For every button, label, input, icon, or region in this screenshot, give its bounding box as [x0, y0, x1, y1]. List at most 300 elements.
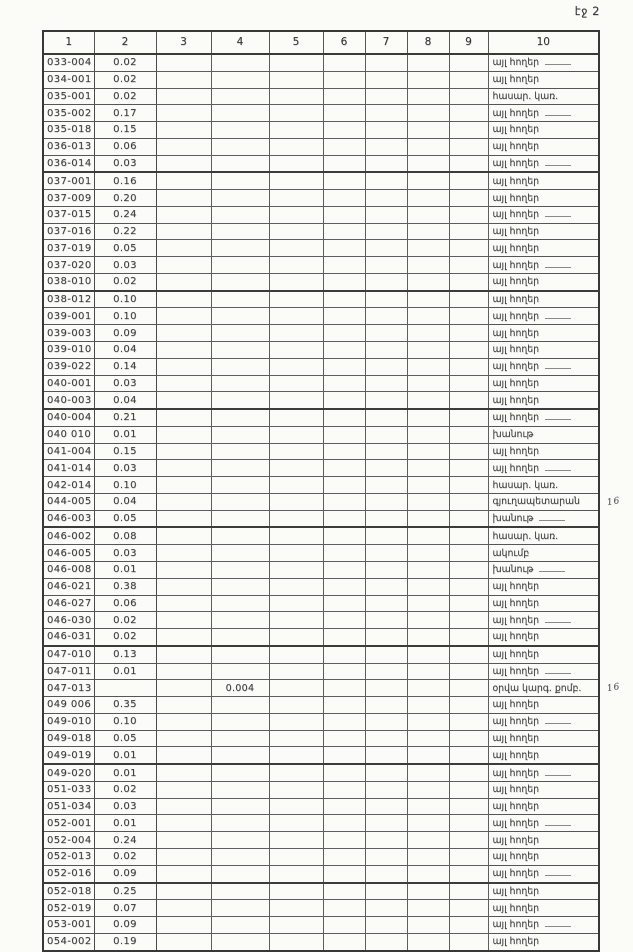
cell-parcel-code: 049-010 [43, 713, 94, 730]
cell-col6 [323, 190, 365, 207]
table-row [43, 747, 599, 764]
cell-area-value: 0.02 [94, 54, 156, 71]
cell-col7 [365, 798, 407, 815]
cell-landuse-text: օրվա կարգ. քոմբ. [492, 682, 582, 694]
cell-col9 [449, 545, 488, 562]
cell-landuse [488, 510, 599, 527]
cell-parcel-code: 047-013 [43, 680, 94, 697]
cell-parcel-code: 037-016 [43, 223, 94, 240]
cell-col6 [323, 325, 365, 342]
cell-landuse [488, 629, 599, 646]
cell-area-value: 0.01 [94, 426, 156, 443]
cell-col6 [323, 477, 365, 494]
cell-col7 [365, 206, 407, 223]
cell-col4 [211, 561, 269, 578]
cell-parcel-code: 040-001 [43, 375, 94, 392]
cell-area-value: 0.04 [94, 342, 156, 359]
cell-parcel-code: 035-002 [43, 105, 94, 122]
cell-parcel-code: 047-010 [43, 646, 94, 663]
cell-landuse [488, 713, 599, 730]
cell-col7 [365, 460, 407, 477]
cell-col4 [211, 781, 269, 798]
cell-col4 [211, 105, 269, 122]
cell-col9 [449, 730, 488, 747]
cell-col7 [365, 54, 407, 71]
cell-col5 [269, 629, 323, 646]
cell-col4 [211, 325, 269, 342]
cell-landuse [488, 88, 599, 105]
cell-col3 [156, 206, 211, 223]
table-row [43, 308, 599, 325]
cell-landuse-text: այլ հողեր [492, 885, 540, 897]
cell-area-value: 0.19 [94, 933, 156, 950]
cell-col3 [156, 663, 211, 680]
cell-parcel-code: 040 010 [43, 426, 94, 443]
cell-area-value: 0.05 [94, 510, 156, 527]
cell-area-value: 0.04 [94, 493, 156, 510]
cell-col9 [449, 172, 488, 189]
cell-landuse-text: այլ հողեր [492, 834, 540, 846]
cell-col4 [211, 71, 269, 88]
cell-col5 [269, 358, 323, 375]
cell-col3 [156, 54, 211, 71]
cell-landuse-text: այլ հողեր [493, 818, 572, 829]
cell-col7 [365, 680, 407, 697]
cell-col5 [269, 477, 323, 494]
cell-col8 [407, 122, 449, 139]
cell-col5 [269, 545, 323, 562]
cell-area-value: 0.03 [94, 798, 156, 815]
cell-col9 [449, 848, 488, 865]
cell-col3 [156, 917, 211, 934]
cell-col6 [323, 578, 365, 595]
column-header: 5 [269, 31, 323, 54]
cell-col3 [156, 426, 211, 443]
cell-landuse [488, 815, 599, 832]
cell-col5 [269, 832, 323, 849]
cell-parcel-code: 046-003 [43, 510, 94, 527]
cell-col8 [407, 713, 449, 730]
cell-col9 [449, 273, 488, 290]
cell-col6 [323, 917, 365, 934]
cell-area-value: 0.14 [94, 358, 156, 375]
cell-parcel-code: 052-018 [43, 883, 94, 900]
cell-col4 [211, 460, 269, 477]
cell-col9 [449, 308, 488, 325]
cell-col8 [407, 443, 449, 460]
table-row [43, 172, 599, 189]
column-header: 2 [94, 31, 156, 54]
cell-col9 [449, 764, 488, 781]
cell-area-value: 0.06 [94, 595, 156, 612]
cell-col5 [269, 392, 323, 409]
cell-col3 [156, 291, 211, 308]
cell-col6 [323, 933, 365, 950]
cell-parcel-code: 052-013 [43, 848, 94, 865]
cell-col4 [211, 443, 269, 460]
cell-area-value: 0.02 [94, 629, 156, 646]
table-row [43, 612, 599, 629]
table-row [43, 883, 599, 900]
cell-col8 [407, 155, 449, 172]
cell-col4 [211, 257, 269, 274]
table-row [43, 54, 599, 71]
cell-col6 [323, 155, 365, 172]
cell-col6 [323, 426, 365, 443]
cell-area-value: 0.25 [94, 883, 156, 900]
cell-col3 [156, 764, 211, 781]
cell-col6 [323, 105, 365, 122]
cell-col4 [211, 713, 269, 730]
cell-col8 [407, 493, 449, 510]
cell-col4 [211, 155, 269, 172]
cell-col5 [269, 781, 323, 798]
cell-col9 [449, 122, 488, 139]
table-row [43, 273, 599, 290]
cell-area-value: 0.16 [94, 172, 156, 189]
cell-col5 [269, 172, 323, 189]
cell-col6 [323, 764, 365, 781]
cell-parcel-code: 046-008 [43, 561, 94, 578]
cell-col4 [211, 798, 269, 815]
cell-col5 [269, 71, 323, 88]
cell-col6 [323, 561, 365, 578]
cell-col8 [407, 257, 449, 274]
cell-col5 [269, 680, 323, 697]
cell-landuse-text: հասար. կառ. [492, 90, 559, 102]
cell-col8 [407, 832, 449, 849]
cell-area-value: 0.03 [94, 460, 156, 477]
cell-col4 [211, 747, 269, 764]
table-row [43, 900, 599, 917]
cell-col5 [269, 527, 323, 544]
cell-landuse [488, 545, 599, 562]
cell-col4 [211, 883, 269, 900]
cell-area-value: 0.13 [94, 646, 156, 663]
cell-col8 [407, 527, 449, 544]
cell-landuse [488, 206, 599, 223]
cell-landuse [488, 138, 599, 155]
cell-col3 [156, 680, 211, 697]
cell-parcel-code: 033-004 [43, 54, 94, 71]
table-row [43, 697, 599, 714]
cell-landuse [488, 155, 599, 172]
cell-col6 [323, 257, 365, 274]
cell-col7 [365, 747, 407, 764]
cell-col9 [449, 527, 488, 544]
cell-col6 [323, 527, 365, 544]
column-header: 7 [365, 31, 407, 54]
cell-col5 [269, 88, 323, 105]
cell-landuse-text: հասար. կառ. [492, 479, 559, 491]
cell-col3 [156, 122, 211, 139]
cell-landuse-text: այլ հողեր [493, 108, 572, 119]
cell-col5 [269, 848, 323, 865]
cell-col6 [323, 493, 365, 510]
cell-landuse-text: այլ հողեր [493, 260, 572, 271]
table-row [43, 629, 599, 646]
cell-col7 [365, 105, 407, 122]
cell-col8 [407, 747, 449, 764]
cell-landuse [488, 409, 599, 426]
cell-parcel-code: 037-020 [43, 257, 94, 274]
header-row [43, 31, 599, 54]
cell-col9 [449, 71, 488, 88]
cell-landuse [488, 54, 599, 71]
table-row [43, 527, 599, 544]
cell-col7 [365, 138, 407, 155]
cell-parcel-code: 046-002 [43, 527, 94, 544]
cell-col4 [211, 493, 269, 510]
table-row [43, 764, 599, 781]
cell-col3 [156, 190, 211, 207]
cell-col3 [156, 257, 211, 274]
cell-parcel-code: 039-022 [43, 358, 94, 375]
cell-landuse [488, 848, 599, 865]
table-row [43, 815, 599, 832]
cell-area-value: 0.09 [94, 917, 156, 934]
cell-col8 [407, 273, 449, 290]
cell-col3 [156, 883, 211, 900]
cell-col3 [156, 325, 211, 342]
cell-col5 [269, 308, 323, 325]
cell-col7 [365, 713, 407, 730]
cell-landuse [488, 527, 599, 544]
cell-area-value: 0.20 [94, 190, 156, 207]
cell-parcel-code: 052-019 [43, 900, 94, 917]
cell-landuse-text: այլ հողեր [492, 276, 540, 288]
cell-landuse [488, 358, 599, 375]
cell-parcel-code: 051-033 [43, 781, 94, 798]
cell-area-value: 0.09 [94, 325, 156, 342]
cell-col5 [269, 206, 323, 223]
cell-col8 [407, 578, 449, 595]
table-row [43, 190, 599, 207]
cell-landuse-text: այլ հողեր [492, 749, 540, 761]
cell-col7 [365, 612, 407, 629]
cell-col8 [407, 798, 449, 815]
cell-col8 [407, 629, 449, 646]
cell-landuse-text: գյուղապետարան [492, 496, 580, 508]
cell-parcel-code: 052-001 [43, 815, 94, 832]
cell-landuse [488, 747, 599, 764]
cell-col6 [323, 612, 365, 629]
table-row [43, 291, 599, 308]
cell-col5 [269, 510, 323, 527]
cell-landuse [488, 578, 599, 595]
cell-col4 [211, 629, 269, 646]
cell-col3 [156, 933, 211, 950]
cell-col5 [269, 155, 323, 172]
table-row [43, 392, 599, 409]
cell-col8 [407, 138, 449, 155]
cell-col4 [211, 510, 269, 527]
cell-landuse-text: այլ հողեր [492, 733, 540, 744]
cell-col7 [365, 848, 407, 865]
table-row [43, 917, 599, 934]
cell-col5 [269, 646, 323, 663]
cell-parcel-code: 042-014 [43, 477, 94, 494]
column-header: 3 [156, 31, 211, 54]
cell-col8 [407, 392, 449, 409]
cell-col3 [156, 155, 211, 172]
cell-col6 [323, 54, 365, 71]
cell-landuse-text: այլ հողեր [493, 868, 572, 879]
cell-col3 [156, 88, 211, 105]
table-row [43, 646, 599, 663]
cell-col9 [449, 865, 488, 882]
cell-area-value: 0.24 [94, 206, 156, 223]
cell-col3 [156, 595, 211, 612]
cell-col9 [449, 697, 488, 714]
cell-col8 [407, 781, 449, 798]
cell-landuse-text: այլ հողեր [493, 666, 572, 677]
cell-col7 [365, 223, 407, 240]
cell-col3 [156, 510, 211, 527]
table-row [43, 375, 599, 392]
cell-landuse [488, 832, 599, 849]
cell-col7 [365, 172, 407, 189]
cell-parcel-code: 037-009 [43, 190, 94, 207]
cell-landuse [488, 697, 599, 714]
cell-parcel-code: 041-014 [43, 460, 94, 477]
cell-landuse [488, 426, 599, 443]
cell-landuse-text: այլ հողեր [493, 768, 572, 779]
cell-col7 [365, 426, 407, 443]
cell-col4 [211, 308, 269, 325]
cell-col3 [156, 561, 211, 578]
cell-col8 [407, 426, 449, 443]
cell-landuse [488, 900, 599, 917]
column-header: 10 [488, 31, 599, 54]
cell-col7 [365, 392, 407, 409]
cell-landuse [488, 291, 599, 308]
cell-area-value: 0.24 [94, 832, 156, 849]
cell-col3 [156, 443, 211, 460]
cell-landuse-text: այլ հողեր [493, 615, 572, 626]
cell-col5 [269, 747, 323, 764]
cell-area-value: 0.02 [94, 612, 156, 629]
land-register-table [42, 30, 622, 952]
cell-col8 [407, 358, 449, 375]
table-row [43, 730, 599, 747]
cell-col6 [323, 865, 365, 882]
cell-parcel-code: 039-003 [43, 325, 94, 342]
cell-col5 [269, 291, 323, 308]
cell-col6 [323, 747, 365, 764]
column-header: 4 [211, 31, 269, 54]
table-row [43, 933, 599, 950]
cell-landuse [488, 663, 599, 680]
cell-col4 [211, 358, 269, 375]
cell-area-value: 0.15 [94, 443, 156, 460]
cell-col4 [211, 392, 269, 409]
cell-col5 [269, 865, 323, 882]
cell-col6 [323, 883, 365, 900]
cell-col3 [156, 545, 211, 562]
cell-area-value: 0.09 [94, 865, 156, 882]
cell-landuse [488, 595, 599, 612]
cell-landuse [488, 493, 622, 510]
cell-col6 [323, 798, 365, 815]
cell-col3 [156, 375, 211, 392]
cell-col9 [449, 561, 488, 578]
cell-landuse-text: այլ հողեր [492, 784, 540, 796]
cell-landuse-text: այլ հողեր [492, 124, 540, 136]
cell-col4 [211, 764, 269, 781]
cell-parcel-code: 049-018 [43, 730, 94, 747]
table-body [43, 54, 622, 951]
cell-area-value: 0.02 [94, 848, 156, 865]
cell-col6 [323, 900, 365, 917]
cell-col3 [156, 392, 211, 409]
cell-parcel-code: 034-001 [43, 71, 94, 88]
cell-col7 [365, 832, 407, 849]
cell-col9 [449, 832, 488, 849]
table-row [43, 257, 599, 274]
cell-col7 [365, 325, 407, 342]
cell-col7 [365, 663, 407, 680]
cell-parcel-code: 053-001 [43, 917, 94, 934]
cell-landuse [488, 257, 599, 274]
cell-landuse [488, 612, 599, 629]
cell-parcel-code: 046-030 [43, 612, 94, 629]
cell-col7 [365, 900, 407, 917]
cell-col9 [449, 883, 488, 900]
cell-col5 [269, 612, 323, 629]
cell-area-value: 0.10 [94, 308, 156, 325]
cell-landuse-text: այլ հողեր [492, 327, 540, 339]
cell-landuse-text: այլ հողեր [492, 294, 540, 306]
cell-col8 [407, 561, 449, 578]
cell-landuse [488, 122, 599, 139]
cell-col8 [407, 646, 449, 663]
cell-parcel-code: 041-004 [43, 443, 94, 460]
table-row [43, 561, 599, 578]
cell-col6 [323, 122, 365, 139]
cell-col9 [449, 815, 488, 832]
cell-col8 [407, 88, 449, 105]
cell-col7 [365, 477, 407, 494]
cell-col4 [211, 545, 269, 562]
cell-col3 [156, 105, 211, 122]
cell-parcel-code: 039-001 [43, 308, 94, 325]
cell-col7 [365, 493, 407, 510]
cell-col8 [407, 342, 449, 359]
cell-col7 [365, 409, 407, 426]
cell-col8 [407, 54, 449, 71]
cell-landuse-text: այլ հողեր [492, 851, 540, 863]
table-row [43, 155, 599, 172]
cell-area-value: 0.03 [94, 545, 156, 562]
cell-landuse-text: այլ հողեր [493, 716, 572, 727]
cell-area-value: 0.17 [94, 105, 156, 122]
cell-landuse [488, 865, 599, 882]
cell-col8 [407, 291, 449, 308]
table-row [43, 477, 599, 494]
cell-area-value: 0.04 [94, 392, 156, 409]
cell-col9 [449, 595, 488, 612]
cell-area-value: 0.05 [94, 240, 156, 257]
cell-col5 [269, 54, 323, 71]
cell-parcel-code: 038-012 [43, 291, 94, 308]
cell-col3 [156, 578, 211, 595]
cell-area-value: 0.05 [94, 730, 156, 747]
cell-landuse [488, 730, 599, 747]
cell-col9 [449, 781, 488, 798]
cell-col6 [323, 510, 365, 527]
cell-landuse [488, 561, 599, 578]
